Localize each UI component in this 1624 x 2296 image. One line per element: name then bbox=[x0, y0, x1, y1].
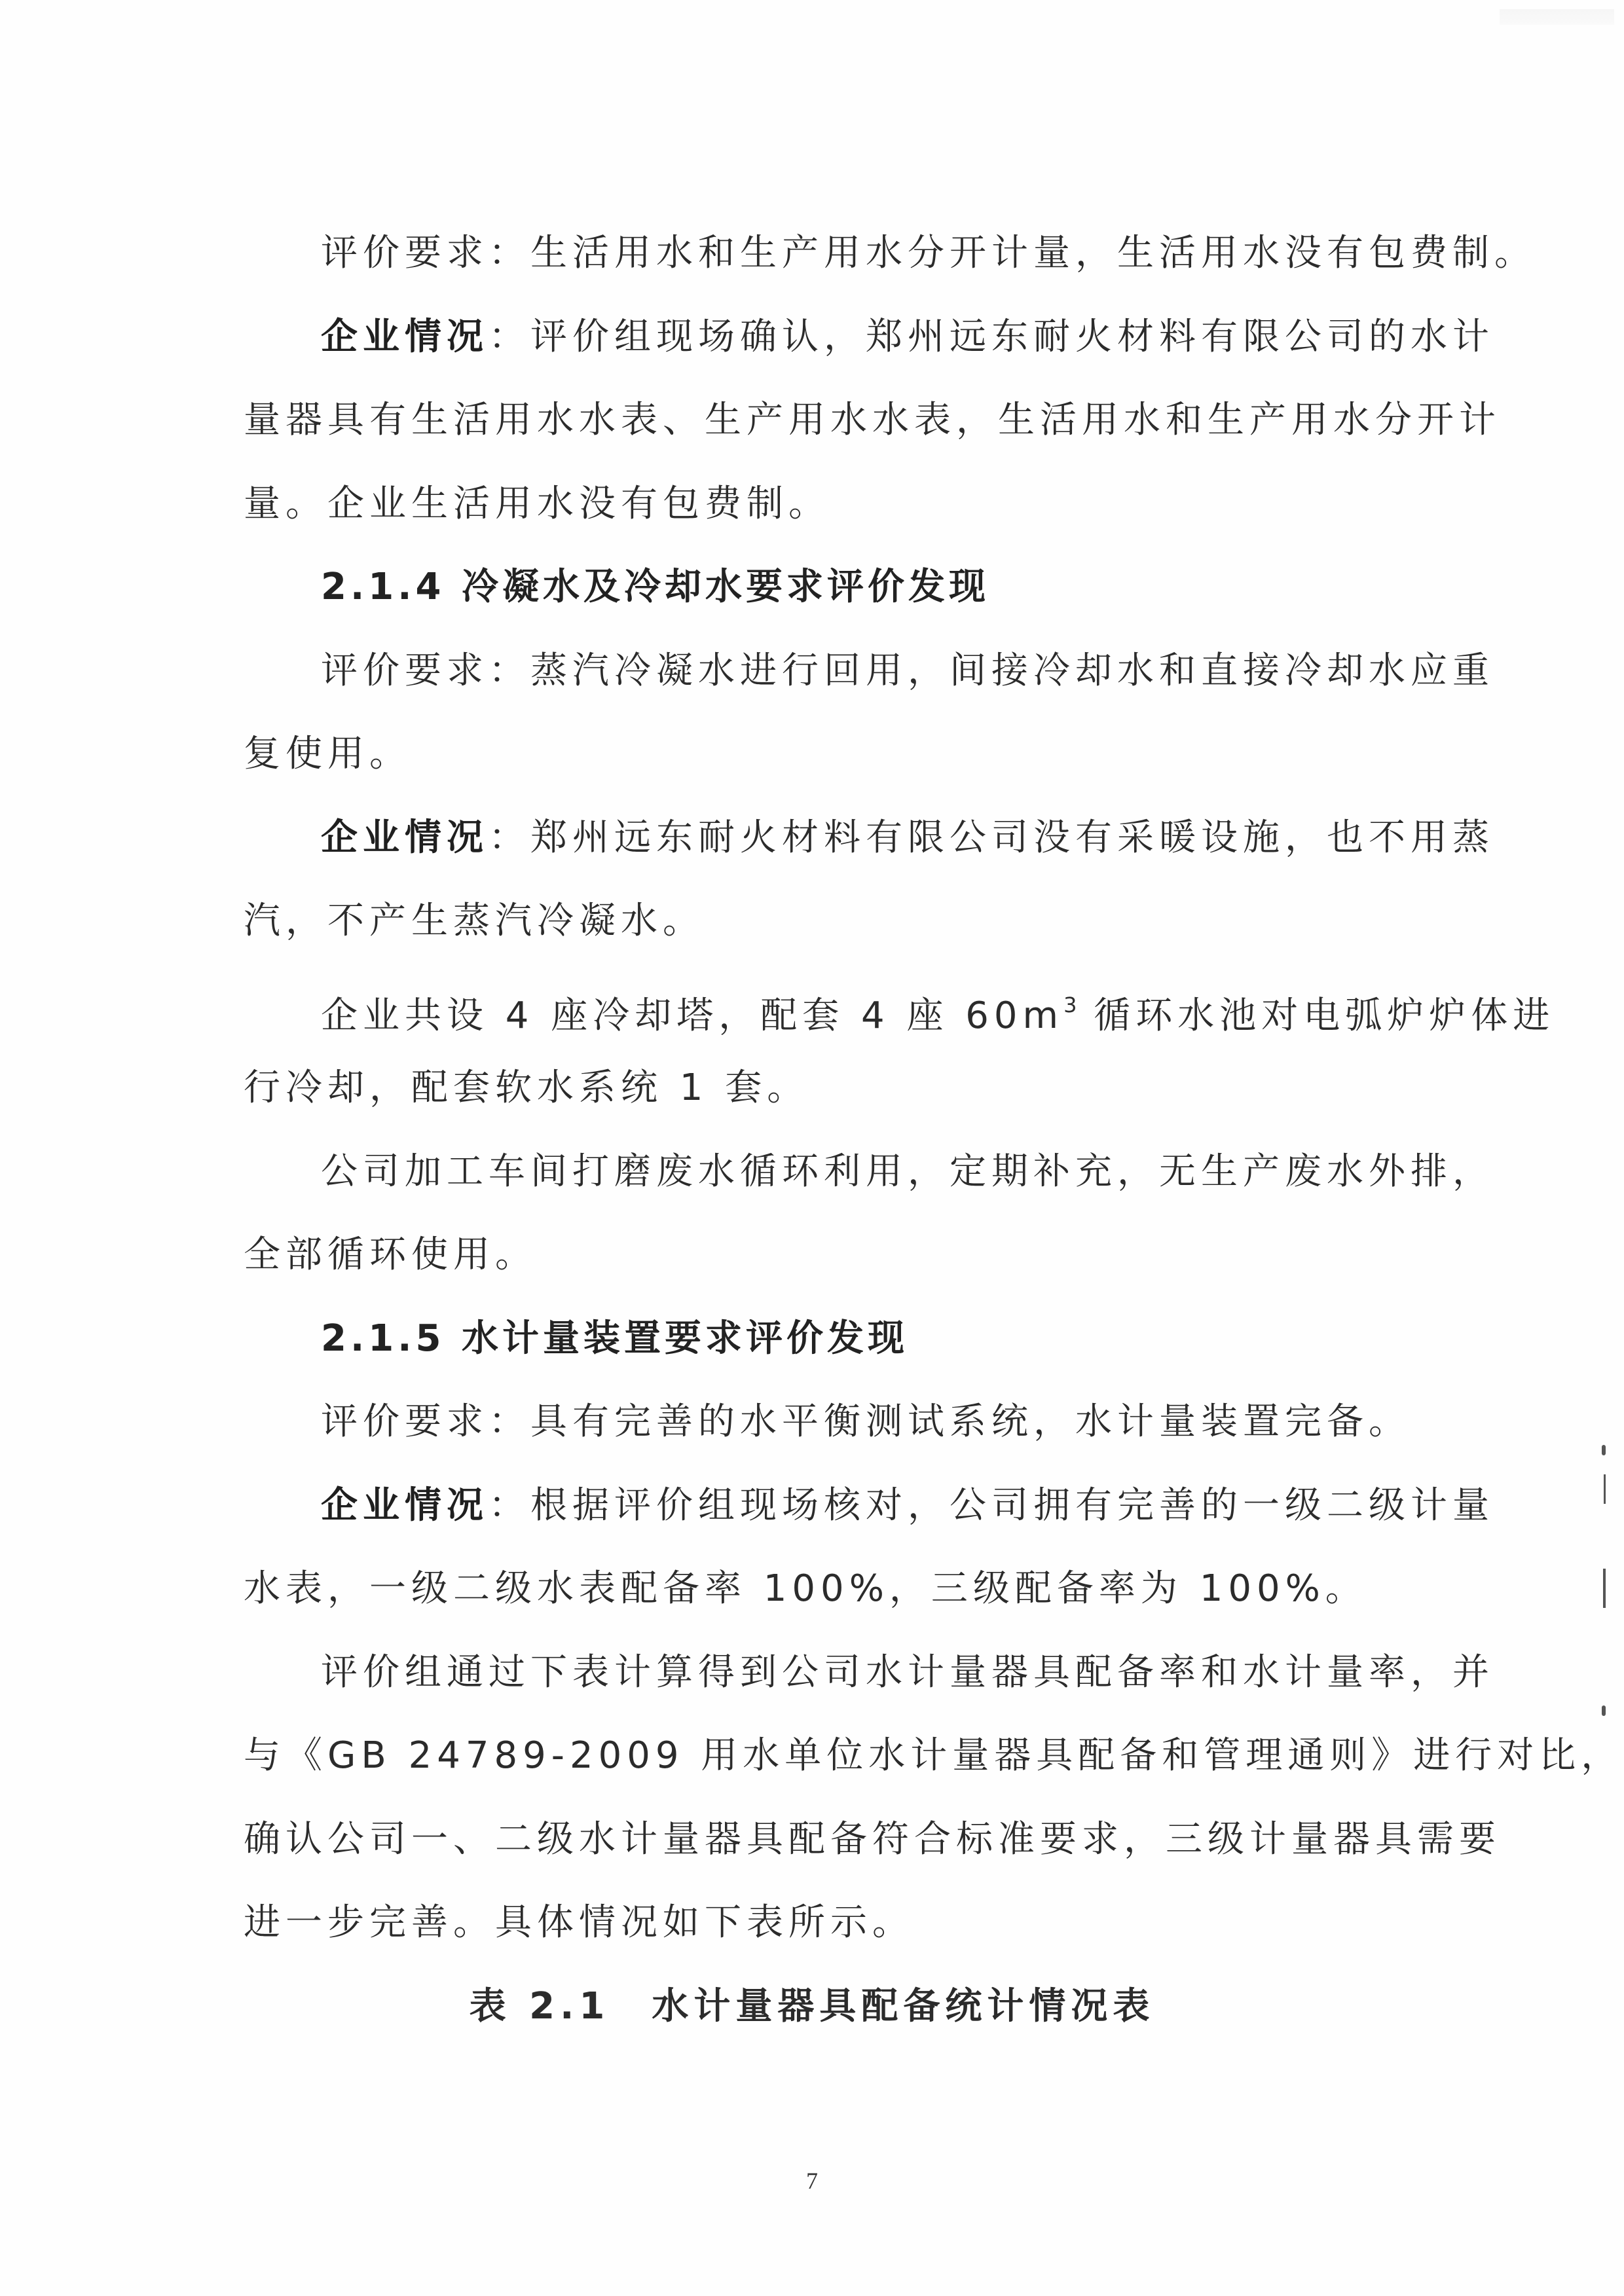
situation-paragraph: 企业情况：郑州远东耐火材料有限公司没有采暖设施，也不用蒸 bbox=[321, 816, 1494, 859]
scan-mark bbox=[1602, 1705, 1606, 1716]
requirement-label: 评价要求 bbox=[321, 1400, 489, 1443]
situation-label: 企业情况 bbox=[321, 316, 489, 358]
text-line: 行冷却，配套软水系统 1 套。 bbox=[244, 1066, 809, 1109]
situation-paragraph: 企业情况：根据评价组现场核对，公司拥有完善的一级二级计量 bbox=[321, 1484, 1494, 1527]
requirement-label: 评价要求 bbox=[321, 649, 489, 692]
requirement-paragraph: 评价要求：蒸汽冷凝水进行回用，间接冷却水和直接冷却水应重 bbox=[321, 649, 1494, 692]
requirement-paragraph: 评价要求：生活用水和生产用水分开计量，生活用水没有包费制。 bbox=[321, 232, 1536, 274]
cooling-tower-paragraph: 企业共设 4 座冷却塔，配套 4 座 $60m^3$ 循环水池对电弧炉炉体进 bbox=[321, 993, 1555, 1037]
text-line: 汽，不产生蒸汽冷凝水。 bbox=[244, 900, 705, 942]
text-line: 量。企业生活用水没有包费制。 bbox=[244, 483, 830, 525]
situation-label: 企业情况 bbox=[321, 816, 489, 859]
text-line: 水表，一级二级水表配备率 100%，三级配备率为 100%。 bbox=[244, 1567, 1367, 1610]
scan-edge-shadow bbox=[1500, 9, 1614, 25]
text-line: 与《GB 24789-2009 用水单位水计量器具配备和管理通则》进行对比， bbox=[244, 1734, 1623, 1777]
table-caption: 表 2.1 水计量器具配备统计情况表 bbox=[469, 1985, 1155, 2028]
scan-mark bbox=[1603, 1569, 1606, 1608]
comparison-paragraph: 评价组通过下表计算得到公司水计量器具配备率和水计量率，并 bbox=[321, 1651, 1494, 1694]
scan-mark bbox=[1604, 1474, 1606, 1504]
section-heading-2-1-4: 2.1.4 冷凝水及冷却水要求评价发现 bbox=[321, 566, 989, 608]
text-line: 复使用。 bbox=[244, 733, 411, 775]
wastewater-paragraph: 公司加工车间打磨废水循环利用，定期补充，无生产废水外排， bbox=[321, 1150, 1494, 1193]
section-heading-2-1-5: 2.1.5 水计量装置要求评价发现 bbox=[321, 1317, 908, 1360]
scan-mark bbox=[1602, 1445, 1606, 1455]
text-line: 进一步完善。具体情况如下表所示。 bbox=[244, 1901, 914, 1944]
situation-paragraph: 企业情况：评价组现场确认，郑州远东耐火材料有限公司的水计 bbox=[321, 316, 1494, 358]
requirement-label: 评价要求 bbox=[321, 232, 489, 274]
requirement-paragraph: 评价要求：具有完善的水平衡测试系统，水计量装置完备。 bbox=[321, 1400, 1411, 1443]
text-line: 量器具有生活用水水表、生产用水水表，生活用水和生产用水分开计 bbox=[244, 399, 1501, 441]
text-line: 确认公司一、二级水计量器具配备符合标准要求，三级计量器具需要 bbox=[244, 1818, 1501, 1861]
text-line: 全部循环使用。 bbox=[244, 1233, 537, 1276]
page-number: 7 bbox=[806, 2168, 818, 2194]
situation-label: 企业情况 bbox=[321, 1484, 489, 1527]
